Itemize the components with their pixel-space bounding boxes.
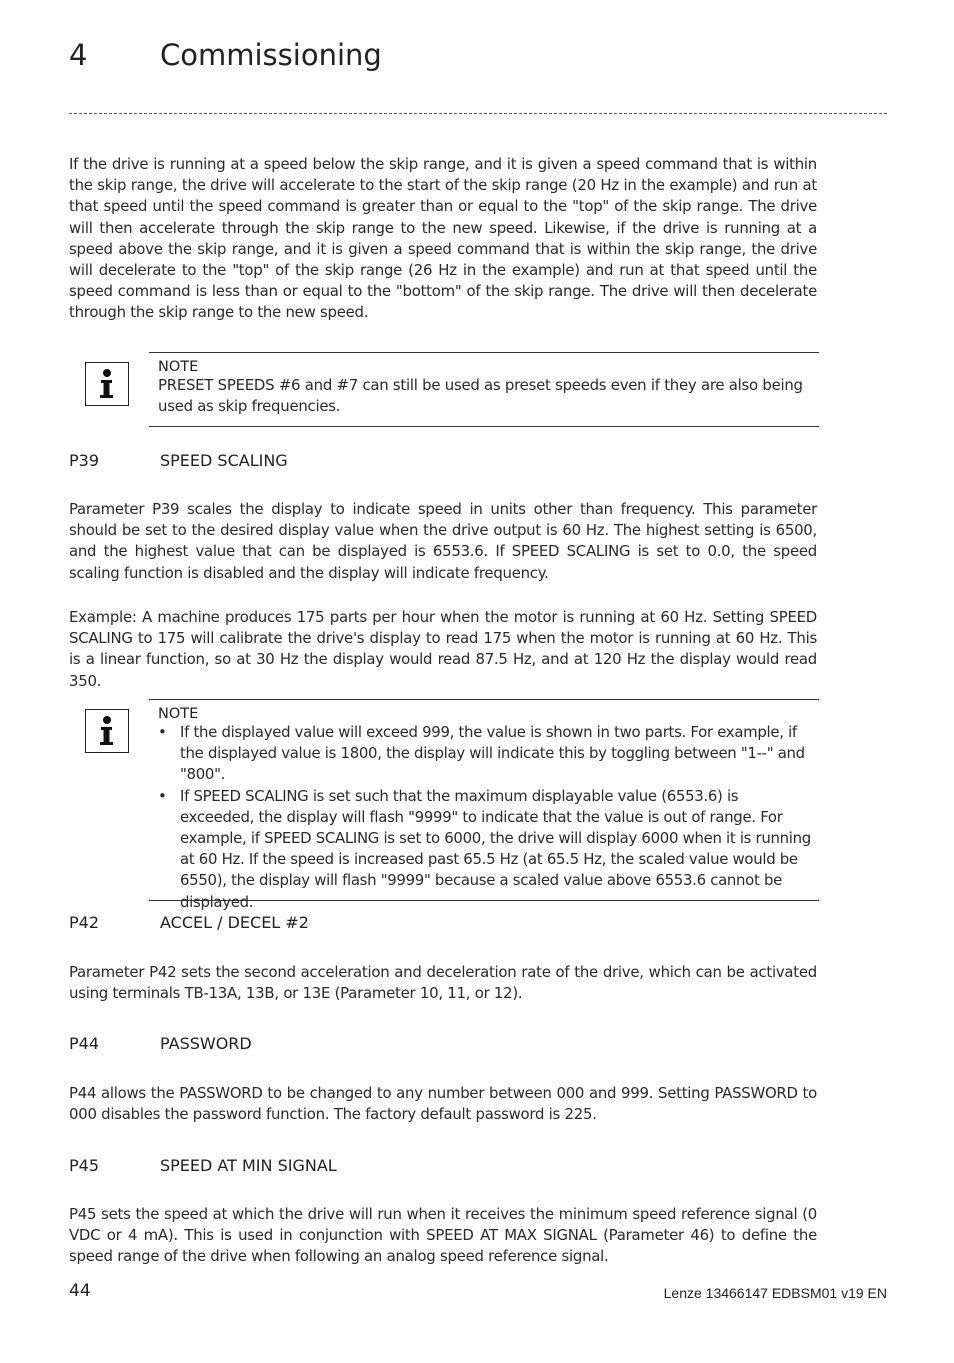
document-id: Lenze 13466147 EDBSM01 v19 EN	[663, 1285, 887, 1301]
parameter-title: PASSWORD	[160, 1034, 252, 1053]
intro-paragraph: If the drive is running at a speed below the skip range, and it is given a speed command that is within the skip range, the drive will accelerate to the start of the skip range (20 Hz in the example) and run at that speed until the speed command is greater than or equal to the "top" of the skip range. The drive will then accelerate through the skip range to the new speed. Likewise, if the drive is running at a speed above the skip range, and it is given a speed command that is within the skip range, the drive will decelerate to the "top" of the skip range (26 Hz in the example) and run at that speed until the speed command is less than or equal to the "bottom" of the skip range. The drive will then decelerate through the skip range to the new speed.	[69, 155, 817, 322]
info-icon	[85, 709, 129, 753]
p42-paragraph: Parameter P42 sets the second acceleration and deceleration rate of the drive, which can be activated using terminals TB-13A, 13B, or 13E (Parameter 10, 11, or 12).	[69, 963, 817, 1003]
header-divider	[69, 113, 887, 114]
chapter-number: 4	[69, 38, 88, 72]
chapter-title: Commissioning	[160, 38, 382, 72]
note-label: NOTE	[158, 706, 199, 722]
parameter-title: ACCEL / DECEL #2	[160, 913, 309, 932]
parameter-title: SPEED SCALING	[160, 451, 288, 470]
page-number: 44	[69, 1281, 91, 1301]
p39-paragraph-1: Parameter P39 scales the display to indicate speed in units other than frequency. This parameter should be set to the desired display value when the drive output is 60 Hz. The highest setting is 6500, and the highest value that can be displayed is 6553.6. If SPEED SCALING is set to 0.0, the speed scaling function is disabled and the display will indicate frequency.	[69, 500, 817, 582]
parameter-code: P39	[69, 451, 100, 470]
note-list	[149, 722, 819, 913]
note-box	[149, 352, 819, 427]
parameter-code: P44	[69, 1034, 100, 1053]
p39-paragraph-2: Example: A machine produces 175 parts per hour when the motor is running at 60 Hz. Setting SPEED SCALING to 175 will calibrate the drive's display to read 175 when the motor is running at 60 Hz. This is a linear function, so at 30 Hz the display would read 87.5 Hz, and at 120 Hz the display would read 350.	[69, 608, 817, 690]
list-item: • If the displayed value will exceed 999, the value is shown in two parts. For example, if the displayed value is 1800, the display will indicate this by toggling between "1--" and "800".	[180, 722, 811, 786]
p45-paragraph: P45 sets the speed at which the drive will run when it receives the minimum speed reference signal (0 VDC or 4 mA). This is used in conjunction with SPEED AT MAX SIGNAL (Parameter 46) to define the speed range of the drive when following an analog speed reference signal.	[69, 1205, 817, 1266]
list-item: • If SPEED SCALING is set such that the maximum displayable value (6553.6) is exceeded, the display will flash "9999" to indicate that the value is out of range. For example, if SPEED SCALING is set to 6000, the drive will display 6000 when it is running at 60 Hz. If the speed is increased past 65.5 Hz (at 65.5 Hz, the scaled value would be 6550), the display will flash "9999" because a scaled value above 6553.6 cannot be displayed.	[180, 786, 811, 913]
note-box	[149, 699, 819, 911]
p44-paragraph: P44 allows the PASSWORD to be changed to any number between 000 and 999. Setting PASSWORD to 000 disables the password function. The factory default password is 225.	[69, 1084, 817, 1124]
parameter-title: SPEED AT MIN SIGNAL	[160, 1156, 337, 1175]
parameter-code: P45	[69, 1156, 100, 1175]
parameter-code: P42	[69, 913, 100, 932]
info-icon	[85, 362, 129, 406]
note-label: NOTE	[158, 359, 199, 375]
note-text: PRESET SPEEDS #6 and #7 can still be used as preset speeds even if they are also being used as skip frequencies.	[158, 376, 803, 416]
